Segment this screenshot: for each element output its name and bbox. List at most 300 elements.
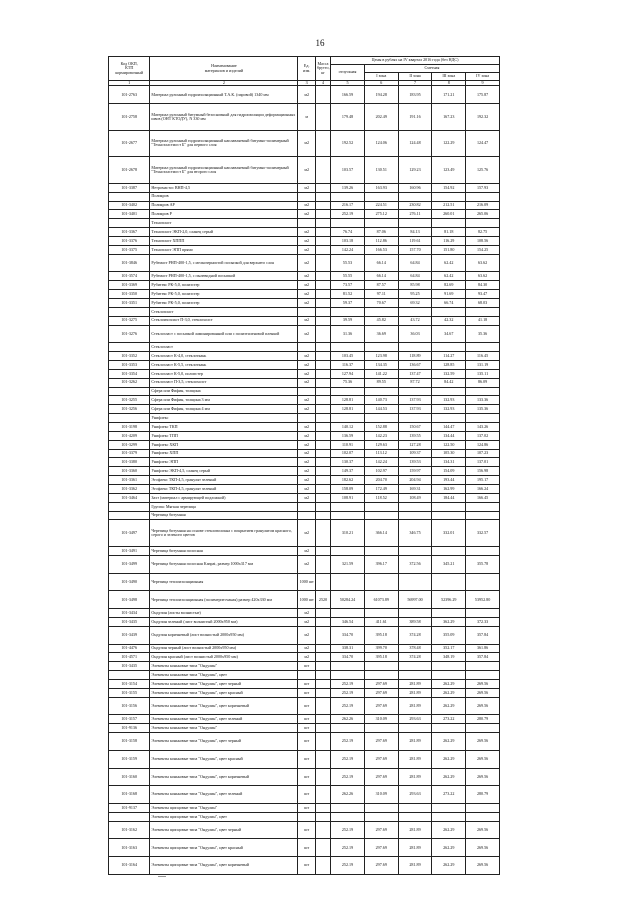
price-zone2-cell: 281.89 [398, 821, 432, 839]
mass-cell [315, 423, 330, 432]
name-cell: Материал рулонный гидроизоляционный наплавляемый битумно-полимерный "Техноэластмост Б" для второго слоя [150, 157, 298, 184]
price-otpusknaya-cell: 252.19 [331, 839, 365, 857]
price-otpusknaya-cell: 182.62 [331, 476, 365, 485]
mass-cell [315, 157, 330, 184]
price-zone3-cell: 262.29 [432, 768, 466, 786]
price-zone2-cell: 293.63 [398, 715, 432, 724]
price-otpusknaya-cell [331, 573, 365, 591]
price-zone2-cell: 281.89 [398, 688, 432, 697]
price-zone2-cell: 64.84 [398, 254, 432, 272]
code-cell: 101-3379 [109, 449, 150, 458]
table-row [109, 733, 500, 751]
price-zone2-cell: 85.98 [398, 281, 432, 290]
name-cell: Элементы щипцовые типа "Ондулин", цвет [150, 812, 298, 821]
column-index: 4 [315, 81, 330, 86]
unit-cell: шт [298, 768, 315, 786]
unit-cell: м2 [298, 245, 315, 254]
price-zone2-cell [398, 812, 432, 821]
table-row [109, 573, 500, 591]
name-cell: Рубемаст РНП-400-1,5, с мелкозернистой посыпкой для верхнего слоя [150, 254, 298, 272]
price-zone3-cell: 262.29 [432, 697, 466, 715]
price-zone3-cell [432, 307, 466, 316]
price-zone1-cell: 224.51 [364, 201, 398, 210]
price-otpusknaya-cell: 149.37 [331, 467, 365, 476]
name-cell: Нетромастос ВНП-4,5 [150, 183, 298, 192]
price-zone1-cell: 194.28 [364, 86, 398, 104]
table-row [109, 485, 500, 494]
price-zone3-cell [432, 671, 466, 680]
unit-cell: шт [298, 662, 315, 671]
unit-cell [298, 812, 315, 821]
price-zone4-cell: 195.17 [466, 476, 500, 485]
price-zone4-cell: 269.56 [466, 768, 500, 786]
unit-cell: м2 [298, 360, 315, 369]
price-zone4-cell: 68.03 [466, 298, 500, 307]
code-cell: 101-3490 [109, 573, 150, 591]
price-zone3-cell: 362.29 [432, 617, 466, 626]
unit-cell: шт [298, 821, 315, 839]
price-zone2-cell [398, 387, 432, 396]
price-zone3-cell [432, 573, 466, 591]
mass-cell [315, 414, 330, 423]
price-otpusknaya-cell [331, 502, 365, 511]
unit-cell: м2 [298, 236, 315, 245]
price-zone3-cell: 134.44 [432, 431, 466, 440]
price-zone4-cell: 63.62 [466, 272, 500, 281]
unit-cell [298, 192, 315, 201]
price-zone1-cell [364, 724, 398, 733]
price-zone4-cell: 280.79 [466, 786, 500, 804]
price-otpusknaya-cell: 334.70 [331, 626, 365, 644]
unit-cell: м2 [298, 157, 315, 184]
code-cell: 101-3360 [109, 467, 150, 476]
price-zone1-cell [364, 219, 398, 228]
header-mass-line1: Масса [317, 61, 329, 67]
price-zone3-cell [432, 812, 466, 821]
unit-cell: м2 [298, 467, 315, 476]
price-otpusknaya-cell: 252.19 [331, 679, 365, 688]
price-otpusknaya-cell: 139.26 [331, 183, 365, 192]
price-zone1-cell: 102.97 [364, 467, 398, 476]
price-zone2-cell: 119.61 [398, 236, 432, 245]
table-row [109, 352, 500, 361]
unit-cell: м2 [298, 520, 315, 547]
name-cell: Стеклоэласт П-3,5, стеклохолст [150, 378, 298, 387]
mass-cell [315, 449, 330, 458]
code-cell [109, 671, 150, 680]
unit-cell: м2 [298, 254, 315, 272]
code-cell: 101-3361 [109, 476, 150, 485]
price-otpusknaya-cell: 103.57 [331, 157, 365, 184]
price-otpusknaya-cell [331, 192, 365, 201]
price-zone2-cell: 139.55 [398, 431, 432, 440]
price-zone2-cell: 137.47 [398, 369, 432, 378]
price-zone4-cell [466, 724, 500, 733]
code-cell: 101-3401 [109, 210, 150, 219]
table-row [109, 387, 500, 396]
price-zone3-cell: 167.23 [432, 104, 466, 131]
price-zone3-cell: 262.29 [432, 679, 466, 688]
price-zone2-cell: 293.63 [398, 786, 432, 804]
price-otpusknaya-cell [331, 511, 365, 520]
name-cell: Стеклоэласт с посыпкой ламинированной или с полиэтиленовой пленкой [150, 325, 298, 343]
price-zone3-cell: 42.32 [432, 316, 466, 325]
price-zone2-cell: 281.89 [398, 839, 432, 857]
table-row [109, 671, 500, 680]
unit-cell: м2 [298, 405, 315, 414]
code-cell: 101-3159 [109, 750, 150, 768]
price-zone4-cell: 372.33 [466, 617, 500, 626]
code-cell: 101-3352 [109, 352, 150, 361]
table-row [109, 493, 500, 502]
mass-cell [315, 307, 330, 316]
mass-cell [315, 130, 330, 157]
price-zone2-cell [398, 609, 432, 618]
name-cell: Черепица битумная полосная Kanpat, размер 1000х317 мм [150, 555, 298, 573]
price-zone3-cell [432, 662, 466, 671]
price-zone3-cell: 352.17 [432, 644, 466, 653]
price-zone2-cell [398, 307, 432, 316]
mass-cell [315, 467, 330, 476]
code-cell: 101-3350 [109, 290, 150, 299]
name-cell: Рубитекс РК-5,0, полиэстер [150, 281, 298, 290]
code-cell: 101-3491 [109, 547, 150, 556]
price-zone4-cell: 157.93 [466, 183, 500, 192]
price-zone4-cell: 269.56 [466, 697, 500, 715]
price-zone3-cell: 144.47 [432, 423, 466, 432]
table-row [109, 369, 500, 378]
mass-cell [315, 201, 330, 210]
mass-cell [315, 272, 330, 281]
code-cell: 101-3464 [109, 493, 150, 502]
price-zone1-cell: 275.12 [364, 210, 398, 219]
price-otpusknaya-cell: 252.19 [331, 821, 365, 839]
price-otpusknaya-cell: 262.26 [331, 715, 365, 724]
mass-cell [315, 405, 330, 414]
price-otpusknaya-cell: 31.36 [331, 325, 365, 343]
unit-cell: м2 [298, 458, 315, 467]
code-cell: 101-3402 [109, 201, 150, 210]
name-cell: Черепица битумная полосная [150, 547, 298, 556]
price-zone3-cell [432, 609, 466, 618]
code-cell: 101-9136 [109, 724, 150, 733]
price-zone2-cell [398, 414, 432, 423]
price-zone3-cell: 132.59 [432, 369, 466, 378]
price-otpusknaya-cell: 252.19 [331, 768, 365, 786]
table-row [109, 360, 500, 369]
code-cell: 101-3162 [109, 821, 150, 839]
price-zone2-cell: 95.25 [398, 290, 432, 299]
header-name-line1: Наименование [211, 63, 237, 69]
unit-cell [298, 307, 315, 316]
price-otpusknaya-cell: 50284.24 [331, 591, 365, 609]
price-zone3-cell: 273.22 [432, 786, 466, 804]
unit-cell: шт [298, 715, 315, 724]
code-cell: 101-3354 [109, 369, 150, 378]
header-zone-4: IV зона [466, 73, 500, 81]
price-zone2-cell: 136.67 [398, 360, 432, 369]
unit-cell: шт [298, 857, 315, 875]
unit-cell: м2 [298, 617, 315, 626]
price-zone1-cell: 130.51 [364, 157, 398, 184]
unit-cell: шт [298, 724, 315, 733]
price-zone4-cell: 216.09 [466, 201, 500, 210]
price-zone2-cell: 160.96 [398, 183, 432, 192]
code-cell [109, 502, 150, 511]
price-otpusknaya-cell: 103.45 [331, 352, 365, 361]
table-row [109, 210, 500, 219]
code-cell: 101-3369 [109, 281, 150, 290]
price-zone4-cell: 124.86 [466, 440, 500, 449]
name-cell: Эгофлекс ТКП-4,5, гранулят зеленый [150, 485, 298, 494]
price-zone4-cell: 280.79 [466, 715, 500, 724]
mass-cell [315, 697, 330, 715]
header-unit [298, 57, 315, 81]
price-zone4-cell: 84.30 [466, 281, 500, 290]
column-index: 2 [150, 81, 298, 86]
name-cell: Элементы коньковые типа "Ондулин", цвет [150, 671, 298, 680]
unit-cell: м2 [298, 352, 315, 361]
mass-cell [315, 360, 330, 369]
price-zone4-cell: 63.62 [466, 254, 500, 272]
code-cell: 101-4571 [109, 653, 150, 662]
price-zone2-cell: 191.16 [398, 104, 432, 131]
price-zone3-cell: 212.51 [432, 201, 466, 210]
price-zone4-cell: 269.56 [466, 857, 500, 875]
unit-cell: м2 [298, 609, 315, 618]
unit-cell: м2 [298, 547, 315, 556]
code-cell: 101-3499 [109, 555, 150, 573]
name-cell: Элементы коньковые типа "Ондулин" [150, 662, 298, 671]
price-zone4-cell [466, 609, 500, 618]
price-zone4-cell [466, 547, 500, 556]
price-otpusknaya-cell: 103.18 [331, 236, 365, 245]
price-zone3-cell: 171.21 [432, 86, 466, 104]
name-cell: Черепица теплоизоляционная (полимерпесчаная) размер 420х330 мм [150, 591, 298, 609]
mass-cell [315, 786, 330, 804]
name-cell: Поликров АР [150, 201, 298, 210]
price-otpusknaya-cell: 252.19 [331, 750, 365, 768]
name-cell: Унифлекс [150, 414, 298, 423]
price-zone4-cell: 137.01 [466, 458, 500, 467]
unit-cell: м2 [298, 485, 315, 494]
price-zone2-cell: 204.94 [398, 476, 432, 485]
code-cell: 101-4476 [109, 644, 150, 653]
price-zone1-cell: 166.53 [364, 245, 398, 254]
price-zone1-cell: 163.93 [364, 183, 398, 192]
price-zone1-cell [364, 812, 398, 821]
price-zone2-cell: 276.11 [398, 210, 432, 219]
price-zone1-cell: 297.69 [364, 750, 398, 768]
table-row [109, 697, 500, 715]
price-otpusknaya-cell: 76.74 [331, 228, 365, 237]
price-zone2-cell: 389.58 [398, 617, 432, 626]
price-zone4-cell: 107.23 [466, 449, 500, 458]
table-row [109, 236, 500, 245]
price-otpusknaya-cell: 252.19 [331, 733, 365, 751]
unit-cell: м2 [298, 476, 315, 485]
price-zone4-cell: 269.56 [466, 733, 500, 751]
unit-cell: м2 [298, 644, 315, 653]
code-cell: 101-3156 [109, 697, 150, 715]
price-otpusknaya-cell: 334.70 [331, 653, 365, 662]
price-otpusknaya-cell: 321.59 [331, 555, 365, 573]
price-zone1-cell: 36.69 [364, 325, 398, 343]
code-cell: 101-2763 [109, 86, 150, 104]
code-cell: 101-3846 [109, 254, 150, 272]
price-zone3-cell: 348.19 [432, 653, 466, 662]
price-zone3-cell: 262.29 [432, 857, 466, 875]
column-index: 8 [432, 81, 466, 86]
unit-cell: м2 [298, 86, 315, 104]
price-zone4-cell: 154.25 [466, 245, 500, 254]
unit-cell: м2 [298, 378, 315, 387]
code-cell [109, 414, 150, 423]
price-zone4-cell: 166.24 [466, 485, 500, 494]
unit-cell: м [298, 104, 315, 131]
price-zone4-cell [466, 502, 500, 511]
mass-cell [315, 183, 330, 192]
name-cell: Элементы коньковые типа "Ондулин", цвет черный [150, 679, 298, 688]
price-zone2-cell [398, 343, 432, 352]
price-zone3-cell: 162.99 [432, 485, 466, 494]
price-zone1-cell: 396.17 [364, 555, 398, 573]
mass-cell [315, 520, 330, 547]
price-otpusknaya-cell: 75.36 [331, 378, 365, 387]
table-row [109, 609, 500, 618]
column-index: 9 [466, 81, 500, 86]
price-zone1-cell [364, 662, 398, 671]
header-smetnaya: Сметная [364, 65, 499, 73]
header-zone-2: II зона [398, 73, 432, 81]
price-zone2-cell: 124.48 [398, 130, 432, 157]
price-zone2-cell: 137.93 [398, 396, 432, 405]
price-zone4-cell: 265.06 [466, 210, 500, 219]
code-cell: 101-2677 [109, 130, 150, 157]
unit-cell [298, 502, 315, 511]
name-cell: Материал рулонный битумный безосновный для гидроизоляции деформационных швов (ОНТ КТОДУ), N 330 мм [150, 104, 298, 131]
price-zone4-cell: 41.18 [466, 316, 500, 325]
price-zone4-cell: 108.56 [466, 236, 500, 245]
price-zone3-cell: 122.29 [432, 130, 466, 157]
header-mass-line3: кг [321, 69, 325, 75]
price-zone2-cell: 137.93 [398, 405, 432, 414]
mass-cell [315, 298, 330, 307]
table-row [109, 467, 500, 476]
code-cell: 101-9137 [109, 803, 150, 812]
mass-cell [315, 290, 330, 299]
price-zone2-cell [398, 219, 432, 228]
mass-cell [315, 325, 330, 343]
mass-cell [315, 254, 330, 272]
name-cell: Элементы коньковые типа "Ондулин" [150, 724, 298, 733]
table-row [109, 396, 500, 405]
mass-cell [315, 511, 330, 520]
price-zone1-cell [364, 609, 398, 618]
table-row [109, 440, 500, 449]
price-zone4-cell: 93.47 [466, 290, 500, 299]
code-cell: 101-3376 [109, 236, 150, 245]
price-zone4-cell [466, 414, 500, 423]
mass-cell [315, 396, 330, 405]
code-cell: 101-3276 [109, 325, 150, 343]
price-zone2-cell [398, 803, 432, 812]
code-cell: 101-3351 [109, 298, 150, 307]
price-zone1-cell [364, 192, 398, 201]
price-otpusknaya-cell: 346.54 [331, 617, 365, 626]
mass-cell [315, 671, 330, 680]
name-cell: Стеклоэласт К-5,5, стеклоткань [150, 360, 298, 369]
price-otpusknaya-cell [331, 414, 365, 423]
price-zone1-cell [364, 502, 398, 511]
price-otpusknaya-cell: 252.19 [331, 697, 365, 715]
table-row [109, 272, 500, 281]
price-table [108, 56, 500, 875]
price-zone4-cell: 86.09 [466, 378, 500, 387]
name-cell: Материал рулонный гидроизоляционный Т.А.К. (паровой) 1340 мм [150, 86, 298, 104]
price-zone4-cell: 135.36 [466, 405, 500, 414]
mass-cell [315, 431, 330, 440]
price-zone3-cell: 193.44 [432, 476, 466, 485]
price-zone4-cell: 269.56 [466, 750, 500, 768]
price-zone1-cell [364, 671, 398, 680]
header-code-line3: кормировочный [115, 69, 144, 75]
price-zone1-cell: 89.55 [364, 378, 398, 387]
table-row [109, 378, 500, 387]
unit-cell [298, 414, 315, 423]
column-index: 6 [364, 81, 398, 86]
price-zone1-cell: 45.82 [364, 316, 398, 325]
header-name-line2: материалов и изделий [204, 67, 244, 73]
mass-cell [315, 750, 330, 768]
price-zone2-cell [398, 547, 432, 556]
price-otpusknaya-cell: 142.24 [331, 245, 365, 254]
price-zone1-cell: 297.69 [364, 688, 398, 697]
price-zone3-cell [432, 414, 466, 423]
price-zone1-cell: 297.69 [364, 697, 398, 715]
code-cell [109, 192, 150, 201]
table-row [109, 839, 500, 857]
mass-cell [315, 493, 330, 502]
code-cell: 101-3160 [109, 768, 150, 786]
unit-cell: м2 [298, 431, 315, 440]
name-cell: Унифлекс ЭПП [150, 458, 298, 467]
table-row [109, 405, 500, 414]
price-zone3-cell: 81.18 [432, 228, 466, 237]
price-zone4-cell: 137.02 [466, 431, 500, 440]
mass-cell [315, 688, 330, 697]
code-cell [109, 219, 150, 228]
name-cell: Унифлекс ТПП [150, 431, 298, 440]
price-otpusknaya-cell [331, 547, 365, 556]
price-otpusknaya-cell: 39.59 [331, 316, 365, 325]
price-zone4-cell [466, 192, 500, 201]
price-zone3-cell [432, 219, 466, 228]
table-row [109, 316, 500, 325]
price-otpusknaya-cell: 262.26 [331, 786, 365, 804]
table-row [109, 157, 500, 184]
price-zone3-cell: 122.50 [432, 440, 466, 449]
name-cell: Ондулин коричневый (лист волнистый 2000х950 мм) [150, 626, 298, 644]
price-zone4-cell: 355.78 [466, 555, 500, 573]
name-cell: Черепица битумная на основе стекловолокна с покрытием гранулятом красного, серого и зеленого цветов [150, 520, 298, 547]
table-row [109, 228, 500, 237]
price-zone1-cell [364, 547, 398, 556]
price-zone3-cell [432, 192, 466, 201]
table-row [109, 626, 500, 644]
mass-cell [315, 192, 330, 201]
price-zone3-cell: 154.92 [432, 183, 466, 192]
